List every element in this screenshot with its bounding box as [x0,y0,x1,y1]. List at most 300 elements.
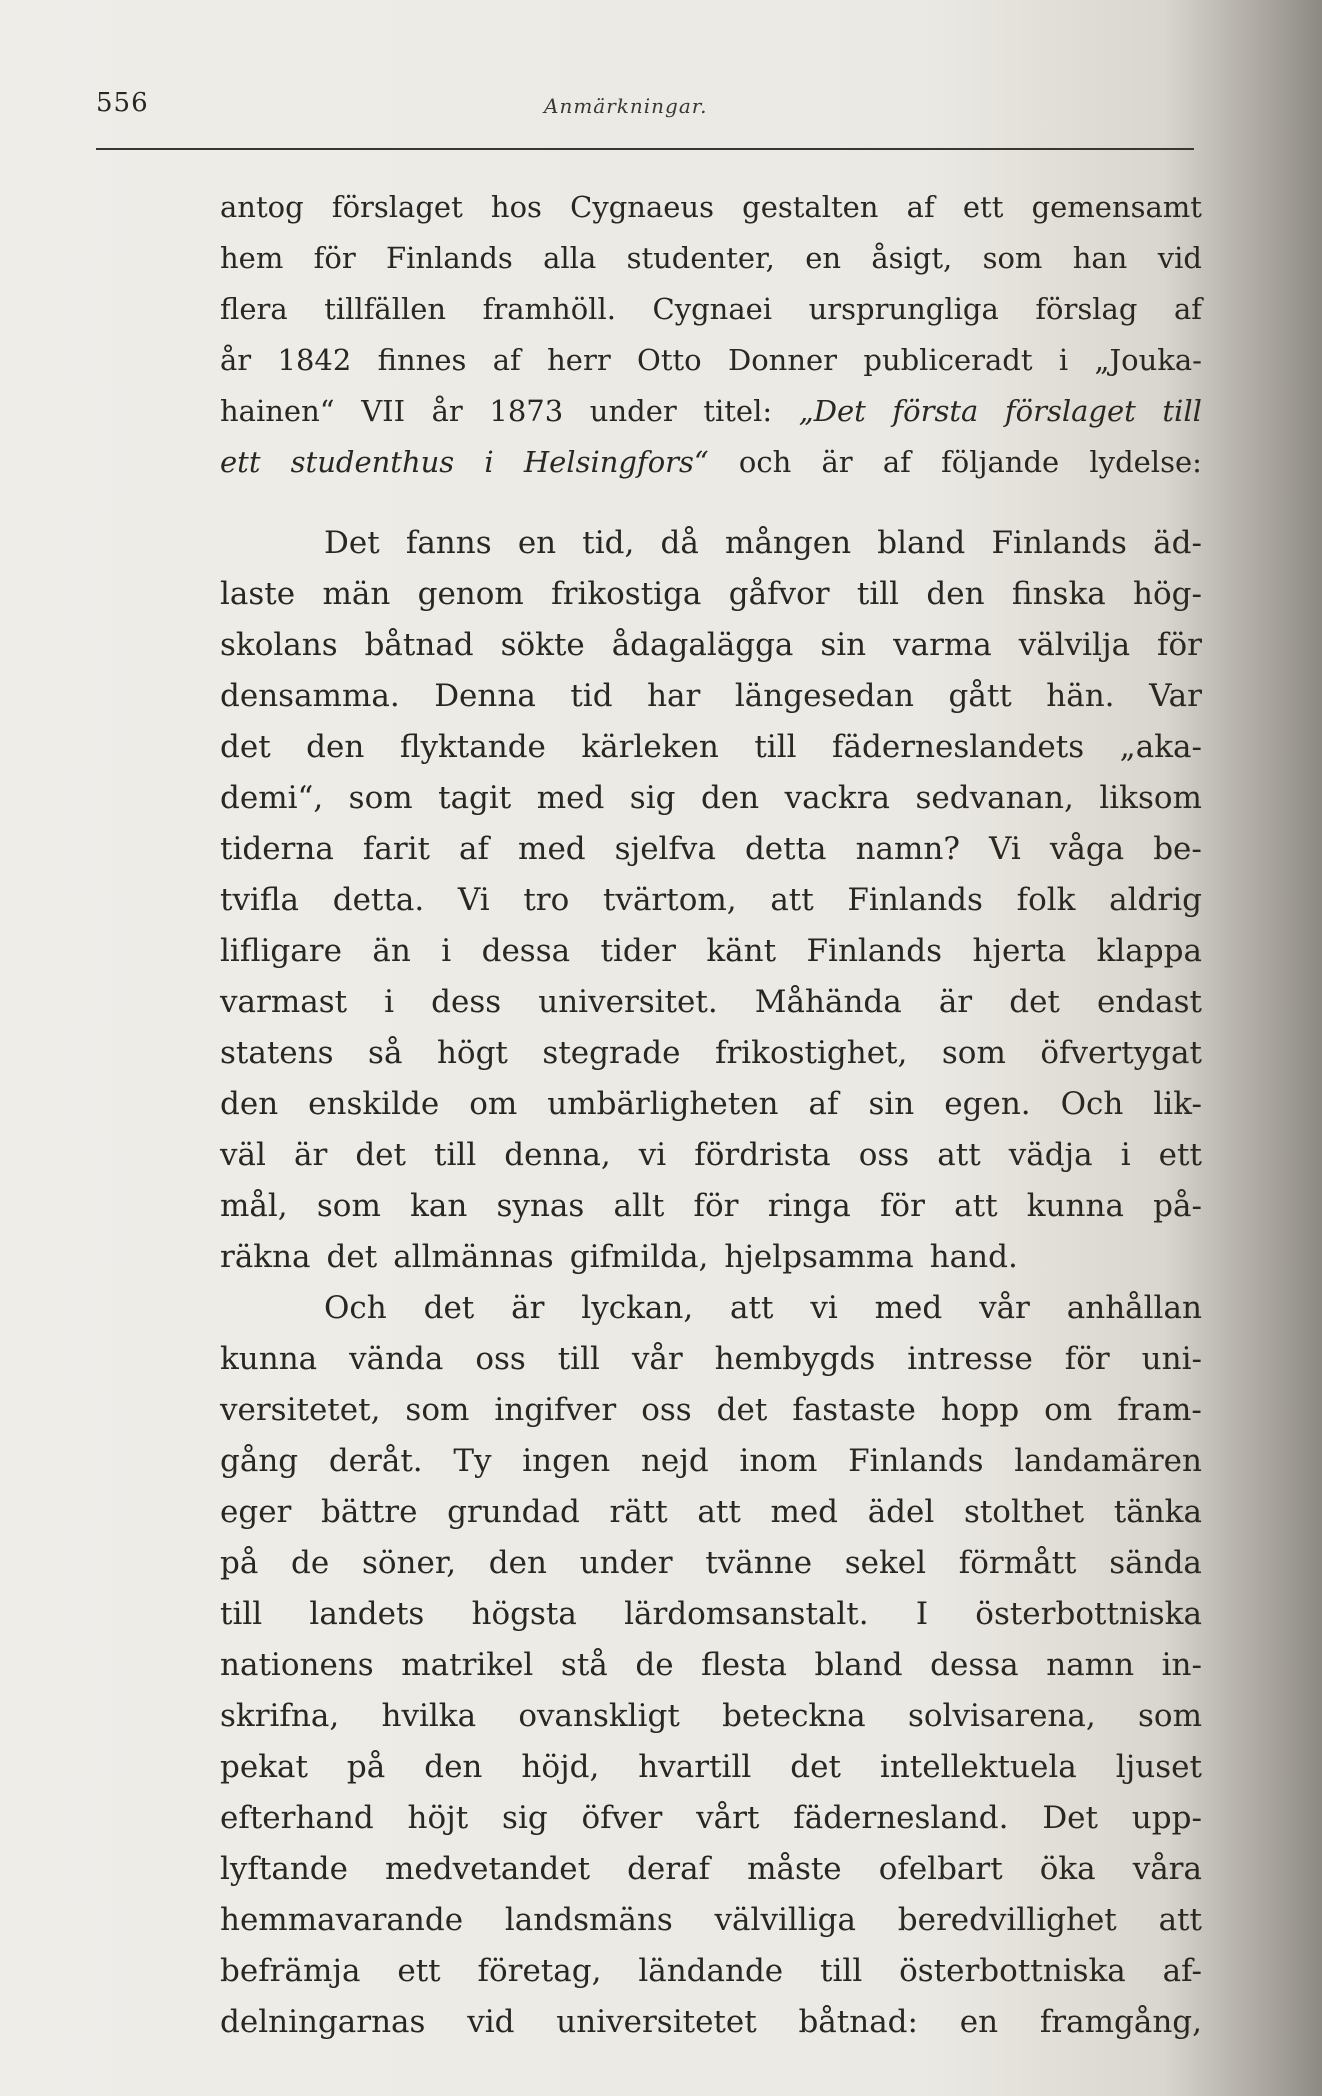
word: tillfällen [324,292,447,326]
word: liksom [1099,780,1202,816]
text-line [220,1538,1202,1589]
word: höjt [407,1800,469,1836]
word: den [700,780,760,816]
word: aldrig [1109,882,1202,918]
word: laste [220,576,296,612]
word: frikostighet, [714,1035,908,1071]
word: Cygnaeus [570,190,714,224]
word: densamma. [220,678,400,714]
word: lik- [1153,1086,1202,1122]
word: „aka- [1119,729,1202,765]
word: vi [810,1290,838,1326]
text-line [220,518,1202,569]
word: 1873 [489,394,564,428]
word: fastaste [792,1392,916,1428]
word: som [316,1188,381,1224]
word: umbärligheten [547,1086,779,1122]
word: om [1044,1392,1093,1428]
word: Det [324,525,380,561]
word: hopp [940,1392,1020,1428]
word: hjerta [972,933,1067,969]
word: enskilde [308,1086,440,1122]
word: detta [744,831,827,867]
word: landamären [1014,1443,1202,1479]
word: „Det [798,394,866,428]
word: af [906,190,935,224]
word: farit [362,831,431,867]
word: Otto [637,343,702,377]
word: under [579,1545,673,1581]
word: publiceradt [863,343,1033,377]
word: upp- [1131,1800,1202,1836]
word: sedvanan, [915,780,1074,816]
word: på [346,1749,386,1785]
word: åsigt, [871,241,953,275]
word: ädel [867,1494,935,1530]
word: till [557,1341,600,1377]
word: fädernesland. [793,1800,1009,1836]
word: flera [220,292,288,326]
word: så [368,1035,403,1071]
word: studenthus [290,445,455,479]
word: under [589,394,677,428]
word: i [384,984,395,1020]
word: till [754,729,797,765]
word: för [879,1188,925,1224]
text-line [220,233,1202,284]
word: företag, [477,1953,602,1989]
word: framhöll. [482,292,616,326]
word: frikostiga [551,576,702,612]
word: att [954,1188,998,1224]
text-line [220,1793,1202,1844]
word: till [434,1137,477,1173]
word: VII [361,394,406,428]
word: i [441,933,452,969]
word: vända [349,1341,444,1377]
word: af [459,831,490,867]
word: skrifna, [220,1698,340,1734]
word: hvartill [638,1749,752,1785]
word: ett [962,190,1004,224]
word: tagit [438,780,512,816]
word: genom [417,576,524,612]
text-line [220,1895,1202,1946]
word: antog [220,190,304,224]
word: gått [948,678,1012,714]
word: med [536,780,605,816]
text-line [220,1844,1202,1895]
word: det [716,1392,768,1428]
word: flesta [701,1647,787,1683]
word: en [959,2004,999,2040]
word: till [856,576,900,612]
word: demi“, [220,780,324,816]
word: att [937,1137,981,1173]
word: den [488,1545,547,1581]
text-line [220,773,1202,824]
word: båtnad [364,627,474,663]
word: tvärtom, [602,882,737,918]
word: år [220,343,252,377]
word: på- [1153,1188,1202,1224]
word: och [738,445,792,479]
word: Donner [727,343,838,377]
word: denna, [504,1137,611,1173]
word: universitetet [556,2004,757,2040]
word: ländande [638,1953,784,1989]
word: sig [629,780,676,816]
word: tid [570,678,613,714]
quoted-address [220,518,1202,2048]
word: den [306,729,365,765]
word: rätt [609,1494,668,1530]
word: ådagalägga [611,627,794,663]
word: befrämja [220,1953,361,1989]
word: vår [631,1341,683,1377]
word: öka [1039,1851,1096,1887]
word: pekat [220,1749,308,1785]
word: vid [1157,241,1202,275]
word: det [423,1290,475,1326]
word: namn? [855,831,961,867]
word: som [941,1035,1006,1071]
text-line [220,1742,1202,1793]
word: för [1157,627,1202,663]
word: sin [868,1086,915,1122]
word: för [1064,1341,1110,1377]
word: dessa [930,1647,1019,1683]
word: oss [641,1392,692,1428]
word: hjelpsamma [724,1239,914,1275]
word: intresse [907,1341,1033,1377]
word: solvisarena, [907,1698,1096,1734]
word: „Jouka- [1094,343,1202,377]
word: hvilka [381,1698,477,1734]
word: med [874,1290,943,1326]
word: på [220,1545,259,1581]
word: i [1058,343,1069,377]
word: som [1138,1698,1202,1734]
word: vackra [784,780,891,816]
word: dess [431,984,502,1020]
word: detta. [332,882,425,918]
word: söner, [361,1545,457,1581]
word: hainen“ [220,394,335,428]
word: hög- [1133,576,1202,612]
word: män [322,576,391,612]
word: som [348,780,413,816]
word: känt [706,933,777,969]
word: skolans [220,627,338,663]
text-line [220,1436,1202,1487]
word: klappa [1096,933,1202,969]
word: vår [979,1290,1030,1326]
word: till [220,1596,263,1632]
word: vårt [696,1800,760,1836]
word: än [372,933,411,969]
word: 1842 [277,343,352,377]
word: öfver [581,1800,663,1836]
word: är [938,984,973,1020]
word: förslaget [1004,394,1136,428]
word: ofelbart [878,1851,1003,1887]
word: det [790,1749,841,1785]
word: finnes [377,343,467,377]
word: gemensamt [1031,190,1202,224]
word: beredvillighet [897,1902,1117,1938]
word: i [484,445,494,479]
word: han [1072,241,1128,275]
word: ett [220,445,261,479]
word: hand. [929,1239,1018,1275]
text-line [220,1997,1202,2048]
word: sig [502,1800,548,1836]
word: Cygnaei [652,292,773,326]
word: sekel [844,1545,927,1581]
word: gåfvor [728,576,830,612]
word: att [697,1494,741,1530]
word: allt [613,1188,665,1224]
word: lydelse: [1089,445,1202,479]
word: att [730,1290,774,1326]
word: det [1009,984,1060,1020]
word: egen. [944,1086,1031,1122]
word: allmännas [393,1239,554,1275]
word: fäderneslandets [832,729,1085,765]
word: fanns [405,525,492,561]
text-line [220,875,1202,926]
text-line [220,722,1202,773]
word: österbottniska [975,1596,1202,1632]
word: lifligare [220,933,342,969]
word: stegrade [542,1035,681,1071]
word: ursprungliga [808,292,999,326]
word: längesedan [734,678,914,714]
word: kärleken [581,729,719,765]
word: Måhända [754,984,902,1020]
word: dessa [481,933,571,969]
text-line [220,182,1202,233]
word: efterhand [220,1800,374,1836]
word: framgång, [1039,2004,1202,2040]
word: väl [220,1137,266,1173]
word: stolthet [963,1494,1085,1530]
word: alla [543,241,597,275]
word: studenter, [626,241,775,275]
word: har [647,678,701,714]
word: intellektuela [879,1749,1077,1785]
word: Finlands [991,525,1127,561]
word: att [770,882,814,918]
text-line [220,1079,1202,1130]
word: våra [1132,1851,1202,1887]
word: Vi [457,882,490,918]
word: för [693,1188,739,1224]
word: hemmavarande [220,1902,464,1938]
text-line [220,1232,1202,1283]
text-line [220,386,1202,437]
text-line [220,1130,1202,1181]
word: af [1173,292,1202,326]
word: Helsingfors“ [523,445,709,479]
word: ingen [522,1443,611,1479]
page-header [96,88,1196,128]
word: för [313,241,356,275]
word: äd- [1153,525,1202,561]
word: hos [490,190,542,224]
word: statens [220,1035,334,1071]
word: vid [467,2004,515,2040]
word: första [892,394,979,428]
word: sända [1109,1545,1202,1581]
word: versitetet, [220,1392,381,1428]
text-line [220,977,1202,1028]
word: ingifver [494,1392,617,1428]
word: öfvertygat [1040,1035,1202,1071]
word: be- [1153,831,1202,867]
word: båtnad: [798,2004,918,2040]
word: mången [725,525,852,561]
word: af- [1162,1953,1202,1989]
text-line [220,1334,1202,1385]
intro-paragraph [220,182,1202,488]
word: med [518,831,586,867]
word: våga [1049,831,1125,867]
word: universitet. [538,984,718,1020]
word: synas [496,1188,585,1224]
word: är [821,445,853,479]
word: kan [410,1188,468,1224]
text-line [220,437,1202,488]
word: i [1120,1137,1131,1173]
word: en [517,525,557,561]
body-text [220,182,1202,2048]
word: eger [220,1494,292,1530]
word: landsmäns [504,1902,673,1938]
word: fördrista [694,1137,831,1173]
word: mål, [220,1188,288,1224]
word: det [220,729,271,765]
word: tid, [582,525,635,561]
word: stå [560,1647,608,1683]
word: måste [747,1851,842,1887]
word: af [882,445,911,479]
word: matrikel [401,1647,534,1683]
word: af [808,1086,839,1122]
word: den [926,576,985,612]
word: följande [941,445,1060,479]
word: lyftande [220,1851,348,1887]
word: höjd, [521,1749,600,1785]
word: tvänne [705,1545,813,1581]
word: år [431,394,463,428]
word: det [326,1239,378,1275]
word: Det [1042,1800,1098,1836]
word: tider [600,933,676,969]
word: högt [436,1035,508,1071]
word: gång [220,1443,299,1479]
text-line [220,1487,1202,1538]
word: välvilja [1018,627,1131,663]
word: Vi [989,831,1021,867]
header-rule [96,148,1194,150]
text-line [220,1283,1202,1334]
word: flyktande [399,729,546,765]
word: den [220,1086,279,1122]
text-line [220,1385,1202,1436]
word: det [355,1137,406,1173]
word: att [1158,1902,1202,1938]
word: nationens [220,1647,374,1683]
word: hembygds [714,1341,876,1377]
word: som [982,241,1043,275]
text-line [220,1028,1202,1079]
word: lärdomsanstalt. [624,1596,869,1632]
word: deraf [627,1851,711,1887]
word: ringa [767,1188,851,1224]
word: de [291,1545,330,1581]
word: inom [739,1443,818,1479]
word: till [820,1953,863,1989]
word: fram- [1117,1392,1202,1428]
word: gestalten [742,190,879,224]
word: folk [1016,882,1076,918]
word: räkna [220,1239,311,1275]
word: endast [1096,984,1202,1020]
word: kunna [220,1341,318,1377]
word: Finlands [386,241,513,275]
text-line [220,569,1202,620]
word: förslaget [331,190,463,224]
word: I [915,1596,929,1632]
word: välvilliga [714,1902,856,1938]
word: Var [1149,678,1202,714]
text-line [220,1640,1202,1691]
word: anhållan [1066,1290,1202,1326]
word: delningarnas [220,2004,426,2040]
word: landets [309,1596,425,1632]
word: tiderna [220,831,334,867]
word: herr [547,343,611,377]
word: de [635,1647,674,1683]
page-number: 556 [96,88,149,118]
word: tvifla [220,882,300,918]
word: sjelfva [614,831,716,867]
word: ljuset [1115,1749,1202,1785]
text-line [220,1946,1202,1997]
word: till [1162,394,1202,428]
paragraph-gap [220,488,1202,518]
word: in- [1161,1647,1202,1683]
word: sin [820,627,867,663]
word: som [405,1392,470,1428]
word: finska [1011,576,1106,612]
word: Finlands [847,882,983,918]
word: bland [877,525,966,561]
word: om [469,1086,518,1122]
word: oss [475,1341,526,1377]
word: är [293,1137,328,1173]
word: varma [893,627,992,663]
running-head: Anmärkningar. [544,94,708,118]
word: vi [638,1137,667,1173]
word: Denna [434,678,536,714]
word: Finlands [848,1443,984,1479]
word: tro [523,882,570,918]
word: är [511,1290,545,1326]
word: österbottniska [899,1953,1126,1989]
